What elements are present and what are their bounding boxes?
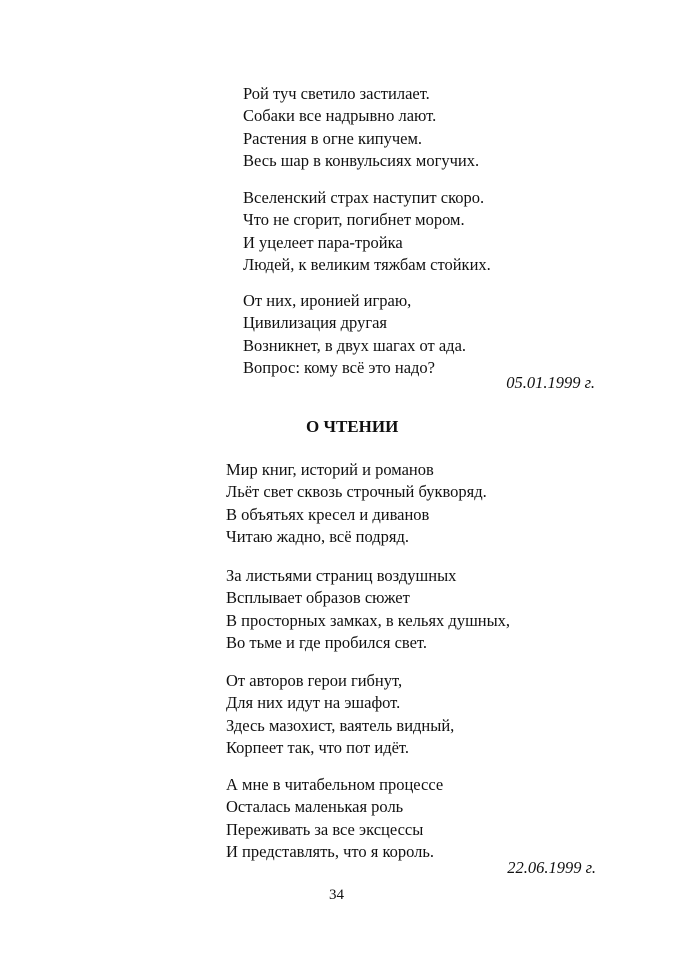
poem-line: Корпеет так, что пот идёт.	[226, 737, 410, 757]
poem-line: Вопрос: кому всё это надо?	[243, 357, 435, 377]
poem-line: Льёт свет сквозь строчный букворяд.	[226, 482, 487, 502]
poem-line: От них, иронией играю,	[243, 291, 412, 310]
poem-line: Для них идут на эшафот.	[226, 693, 401, 713]
poem-line: Весь шар в конвульсиях могучих.	[243, 150, 480, 170]
poem1-stanza-3	[243, 290, 466, 379]
poem-line: Что не сгорит, погибнет мором.	[243, 210, 465, 230]
poem-line: В объятьях кресел и диванов	[226, 504, 430, 524]
poem-line: Во тьме и где пробился свет.	[226, 632, 428, 652]
poem-line: От авторов герои гибнут,	[226, 671, 403, 690]
poem-line: Осталась маленькая роль	[226, 797, 404, 817]
poem1-date: 05.01.1999 г.	[506, 373, 595, 392]
poem-line: Всплывает образов сюжет	[226, 588, 410, 608]
poem-line: Переживать за все эксцессы	[226, 819, 424, 839]
poem-line: Растения в огне кипучем.	[243, 128, 423, 148]
poem2-stanza-2	[226, 565, 510, 654]
poem-line: Собаки все надрывно лают.	[243, 106, 437, 126]
poem-line: Рой туч светило застилает.	[243, 84, 430, 103]
poem1-stanza-2	[243, 187, 491, 276]
poem2-title: О ЧТЕНИИ	[306, 417, 399, 436]
poem-line: Людей, к великим тяжбам стойких.	[243, 254, 491, 274]
poem-line: За листьями страниц воздушных	[226, 566, 457, 585]
poem2-stanza-1	[226, 459, 487, 548]
poem-line: А мне в читабельном процессе	[226, 775, 444, 794]
poem2-stanza-4	[226, 774, 443, 863]
poem1-stanza-1	[243, 83, 479, 172]
poem-line: И уцелеет пара-тройка	[243, 232, 403, 252]
poem-line: Читаю жадно, всё подряд.	[226, 526, 410, 546]
poem-line: В просторных замках, в кельях душных,	[226, 610, 511, 630]
poem-line: Мир книг, историй и романов	[226, 460, 434, 479]
page-number: 34	[329, 887, 344, 903]
poem2-stanza-3	[226, 670, 454, 759]
poem-line: Цивилизация другая	[243, 313, 388, 333]
poem-line: Здесь мазохист, ваятель видный,	[226, 715, 455, 735]
poem2-date: 22.06.1999 г.	[507, 858, 596, 877]
poem-line: Вселенский страх наступит скоро.	[243, 188, 485, 207]
poem-line: И представлять, что я король.	[226, 841, 435, 861]
poem-line: Возникнет, в двух шагах от ада.	[243, 335, 467, 355]
